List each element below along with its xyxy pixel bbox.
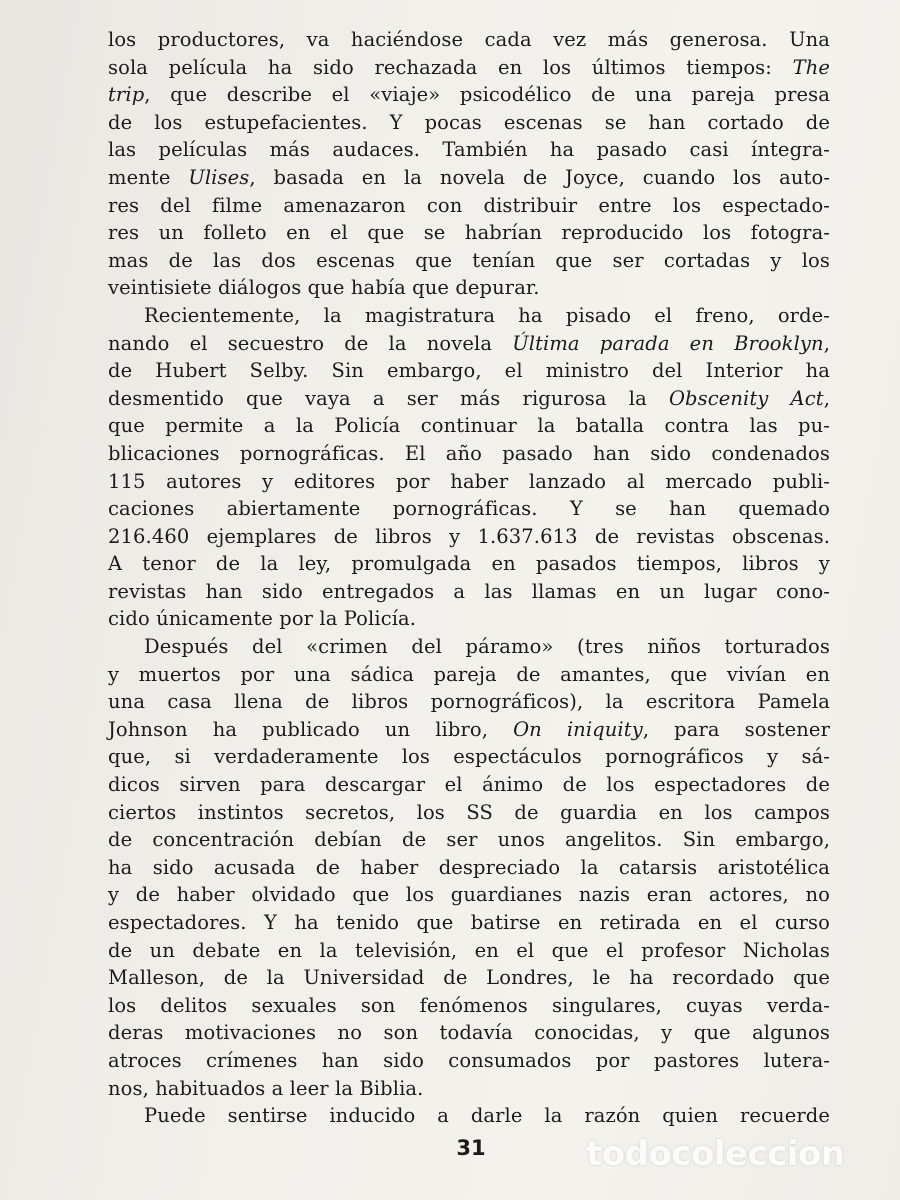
text-run: A tenor de la ley, promulgada en pasados tiempos, libros y xyxy=(108,552,830,576)
text-line xyxy=(108,854,830,882)
text-line xyxy=(108,164,830,192)
text-run: los productores, va haciéndose cada vez más generosa. Una xyxy=(108,28,830,51)
text-run: que, si verdaderamente los espectáculos pornográficos y sá- xyxy=(108,745,830,769)
text-line xyxy=(108,1102,830,1130)
text-line xyxy=(108,799,830,827)
text-line xyxy=(108,219,830,247)
page-number: 31 xyxy=(456,1136,486,1160)
text-line xyxy=(108,109,830,137)
text-run: mente xyxy=(108,165,189,189)
text-line xyxy=(108,385,830,413)
paragraph xyxy=(108,302,830,633)
text-line xyxy=(108,523,830,551)
text-run: los delitos sexuales son fenómenos singulares, cuyas verda- xyxy=(108,993,830,1017)
text-run: Después del «crimen del páramo» (tres niños torturados xyxy=(144,635,830,659)
text-line xyxy=(108,192,830,220)
text-run: Puede sentirse inducido a darle la razón quien recuerde xyxy=(144,1104,830,1128)
text-line xyxy=(108,826,830,854)
paragraph xyxy=(108,633,830,1102)
text-line xyxy=(108,136,830,164)
text-line xyxy=(108,605,830,633)
text-line xyxy=(108,992,830,1020)
text-line xyxy=(108,743,830,771)
text-run: mas de las dos escenas que tenían que ser cortadas y los xyxy=(108,248,830,272)
text-run: de los estupefacientes. Y pocas escenas se han cortado de xyxy=(108,110,830,134)
text-run: Recientemente, la magistratura ha pisado el freno, orde- xyxy=(144,303,830,327)
text-line xyxy=(108,716,830,744)
text-run: las películas más audaces. También ha pasado casi íntegra- xyxy=(108,138,830,162)
text-run: res del filme amenazaron con distribuir entre los espectado- xyxy=(108,193,830,217)
text-run: espectadores. Y ha tenido que batirse en retirada en el curso xyxy=(108,911,830,934)
text-run: de Hubert Selby. Sin embargo, el ministro del Interior ha xyxy=(108,359,830,383)
text-line xyxy=(108,330,830,358)
italic-title: trip xyxy=(108,83,145,107)
text-run: desmentido que vaya a ser más rigurosa la xyxy=(108,386,669,410)
italic-title: Última parada en Brooklyn xyxy=(512,331,824,355)
text-run: nando el secuestro de la novela xyxy=(108,331,513,355)
text-line xyxy=(108,54,830,82)
text-line xyxy=(108,26,830,54)
text-run: , xyxy=(823,331,830,355)
text-run: ciertos instintos secretos, los SS de guardia en los campos xyxy=(108,800,830,824)
text-line xyxy=(108,81,830,109)
text-line xyxy=(108,1075,830,1103)
text-line xyxy=(108,495,830,523)
text-run: Johnson ha publicado un libro, xyxy=(108,717,514,741)
text-run: de concentración debían de ser unos angelitos. Sin embargo, xyxy=(108,828,830,852)
text-line xyxy=(108,440,830,468)
text-line xyxy=(108,633,830,661)
italic-title: The xyxy=(792,55,830,79)
text-run: 216.460 ejemplares de libros y 1.637.613 de revistas obscenas. xyxy=(108,524,830,548)
text-run: de un debate en la televisión, en el que el profesor Nicholas xyxy=(108,938,830,962)
italic-title: Ulises xyxy=(188,165,250,189)
text-line xyxy=(108,661,830,689)
text-run: , basada en la novela de Joyce, cuando los auto- xyxy=(249,165,831,189)
body-text xyxy=(108,26,830,1130)
text-run: deras motivaciones no son todavía conocidas, y que algunos xyxy=(108,1021,830,1045)
text-run: nos, habituados a leer la Biblia. xyxy=(108,1076,424,1100)
text-line xyxy=(108,771,830,799)
text-run: , que describe el «viaje» psicodélico de una pareja presa xyxy=(144,83,830,107)
text-run: , para sostener xyxy=(642,717,830,741)
text-line xyxy=(108,412,830,440)
paragraph xyxy=(108,1102,830,1130)
text-run: atroces crímenes han sido consumados por pastores lutera- xyxy=(108,1048,830,1072)
text-line xyxy=(108,578,830,606)
text-run: que permite a la Policía continuar la batalla contra las pu- xyxy=(108,414,830,438)
text-line xyxy=(108,688,830,716)
text-run: res un folleto en el que se habrían reproducido los fotogra- xyxy=(108,221,830,245)
text-line xyxy=(108,1047,830,1075)
text-line xyxy=(108,881,830,909)
text-run: , xyxy=(823,386,830,410)
watermark-logo: todocoleccion xyxy=(586,1134,845,1174)
italic-title: On iniquity xyxy=(513,717,643,741)
text-line xyxy=(108,468,830,496)
paragraph xyxy=(108,26,830,302)
text-line xyxy=(108,357,830,385)
text-run: caciones abiertamente pornográficas. Y se han quemado xyxy=(108,497,830,521)
text-line xyxy=(108,550,830,578)
text-run: veintisiete diálogos que había que depurar. xyxy=(108,276,540,300)
text-line xyxy=(108,964,830,992)
text-line xyxy=(108,274,830,302)
text-line xyxy=(108,302,830,330)
text-line xyxy=(108,1019,830,1047)
text-run: sola película ha sido rechazada en los últimos tiempos: xyxy=(108,55,793,79)
italic-title: Obscenity Act xyxy=(668,386,824,410)
text-run: cido únicamente por la Policía. xyxy=(108,607,417,631)
text-run: 115 autores y editores por haber lanzado al mercado publi- xyxy=(108,469,830,493)
text-run: Malleson, de la Universidad de Londres, le ha recordado que xyxy=(108,966,830,990)
text-line xyxy=(108,909,830,937)
text-run: blicaciones pornográficas. El año pasado han sido condenados xyxy=(108,441,830,465)
text-line xyxy=(108,247,830,275)
text-run: y muertos por una sádica pareja de amantes, que vivían en xyxy=(108,662,830,686)
text-run: dicos sirven para descargar el ánimo de los espectadores de xyxy=(108,773,830,797)
text-run: ha sido acusada de haber despreciado la catarsis aristotélica xyxy=(108,855,830,879)
text-run: y de haber olvidado que los guardianes nazis eran actores, no xyxy=(108,883,830,907)
text-line xyxy=(108,937,830,965)
text-run: revistas han sido entregados a las llamas en un lugar cono- xyxy=(108,579,830,603)
text-run: una casa llena de libros pornográficos), la escritora Pamela xyxy=(108,690,830,714)
